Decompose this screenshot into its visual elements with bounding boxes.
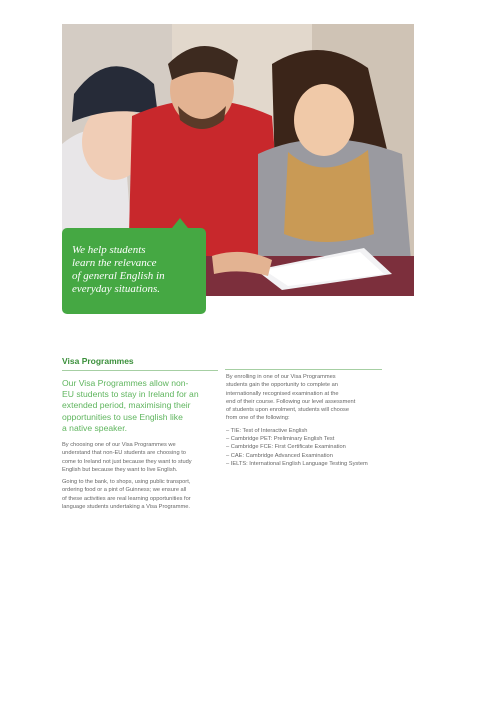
body-line: By enrolling in one of our Visa Programmes bbox=[226, 374, 336, 380]
body-line: By choosing one of our Visa Programmes we bbox=[62, 442, 176, 448]
body-paragraph bbox=[226, 373, 388, 423]
left-column bbox=[62, 441, 222, 515]
callout-line: We help students bbox=[72, 244, 146, 256]
exam-item: – IELTS: International English Language Testing System bbox=[226, 460, 388, 468]
lead-line: a native speaker. bbox=[62, 422, 127, 433]
exam-list bbox=[226, 427, 388, 468]
exam-item: – Cambridge FCE: First Certificate Examination bbox=[226, 443, 388, 451]
exam-item: – CAE: Cambridge Advanced Examination bbox=[226, 452, 388, 460]
callout-line: everyday situations. bbox=[72, 283, 160, 295]
body-line: language students undertaking a Visa Programme. bbox=[62, 504, 190, 511]
section-title: Visa Programmes bbox=[62, 356, 218, 371]
body-line: of students upon enrolment, students will choose bbox=[226, 407, 349, 414]
lead-line: opportunities to use English like bbox=[62, 411, 183, 422]
body-line: ordering food or a pint of Guinness; we ensure all bbox=[62, 487, 187, 494]
body-paragraph bbox=[62, 478, 222, 511]
body-line: Going to the bank, to shops, using public transport, bbox=[62, 479, 191, 486]
body-line: students gain the opportunity to complete an bbox=[226, 382, 338, 389]
lead-line: EU students to stay in Ireland for an bbox=[62, 389, 199, 400]
lead-line: Our Visa Programmes allow non- bbox=[62, 378, 189, 388]
body-line: come to Ireland not just because they want to study bbox=[62, 458, 192, 465]
body-line: from one of the following: bbox=[226, 415, 290, 422]
body-line: internationally recognised examination at the bbox=[226, 390, 339, 397]
lead-paragraph bbox=[62, 378, 208, 434]
lead-line: extended period, maximising their bbox=[62, 400, 191, 411]
callout-box bbox=[62, 228, 206, 314]
callout-line: of general English in bbox=[72, 270, 165, 282]
body-paragraph bbox=[62, 441, 222, 474]
exam-item: – Cambridge PET: Preliminary English Test bbox=[226, 435, 388, 443]
body-line: understand that non-EU students are choosing to bbox=[62, 450, 186, 457]
callout-line: learn the relevance bbox=[72, 257, 157, 269]
callout-text bbox=[72, 244, 196, 296]
body-line: end of their course. Following our level assessment bbox=[226, 398, 356, 405]
right-column-rule bbox=[225, 369, 382, 370]
body-line: of these activities are real learning opportunities for bbox=[62, 495, 191, 502]
right-column bbox=[226, 373, 388, 468]
exam-item: – TIE: Test of Interactive English bbox=[226, 427, 388, 435]
body-line: English but because they want to live English. bbox=[62, 466, 178, 473]
